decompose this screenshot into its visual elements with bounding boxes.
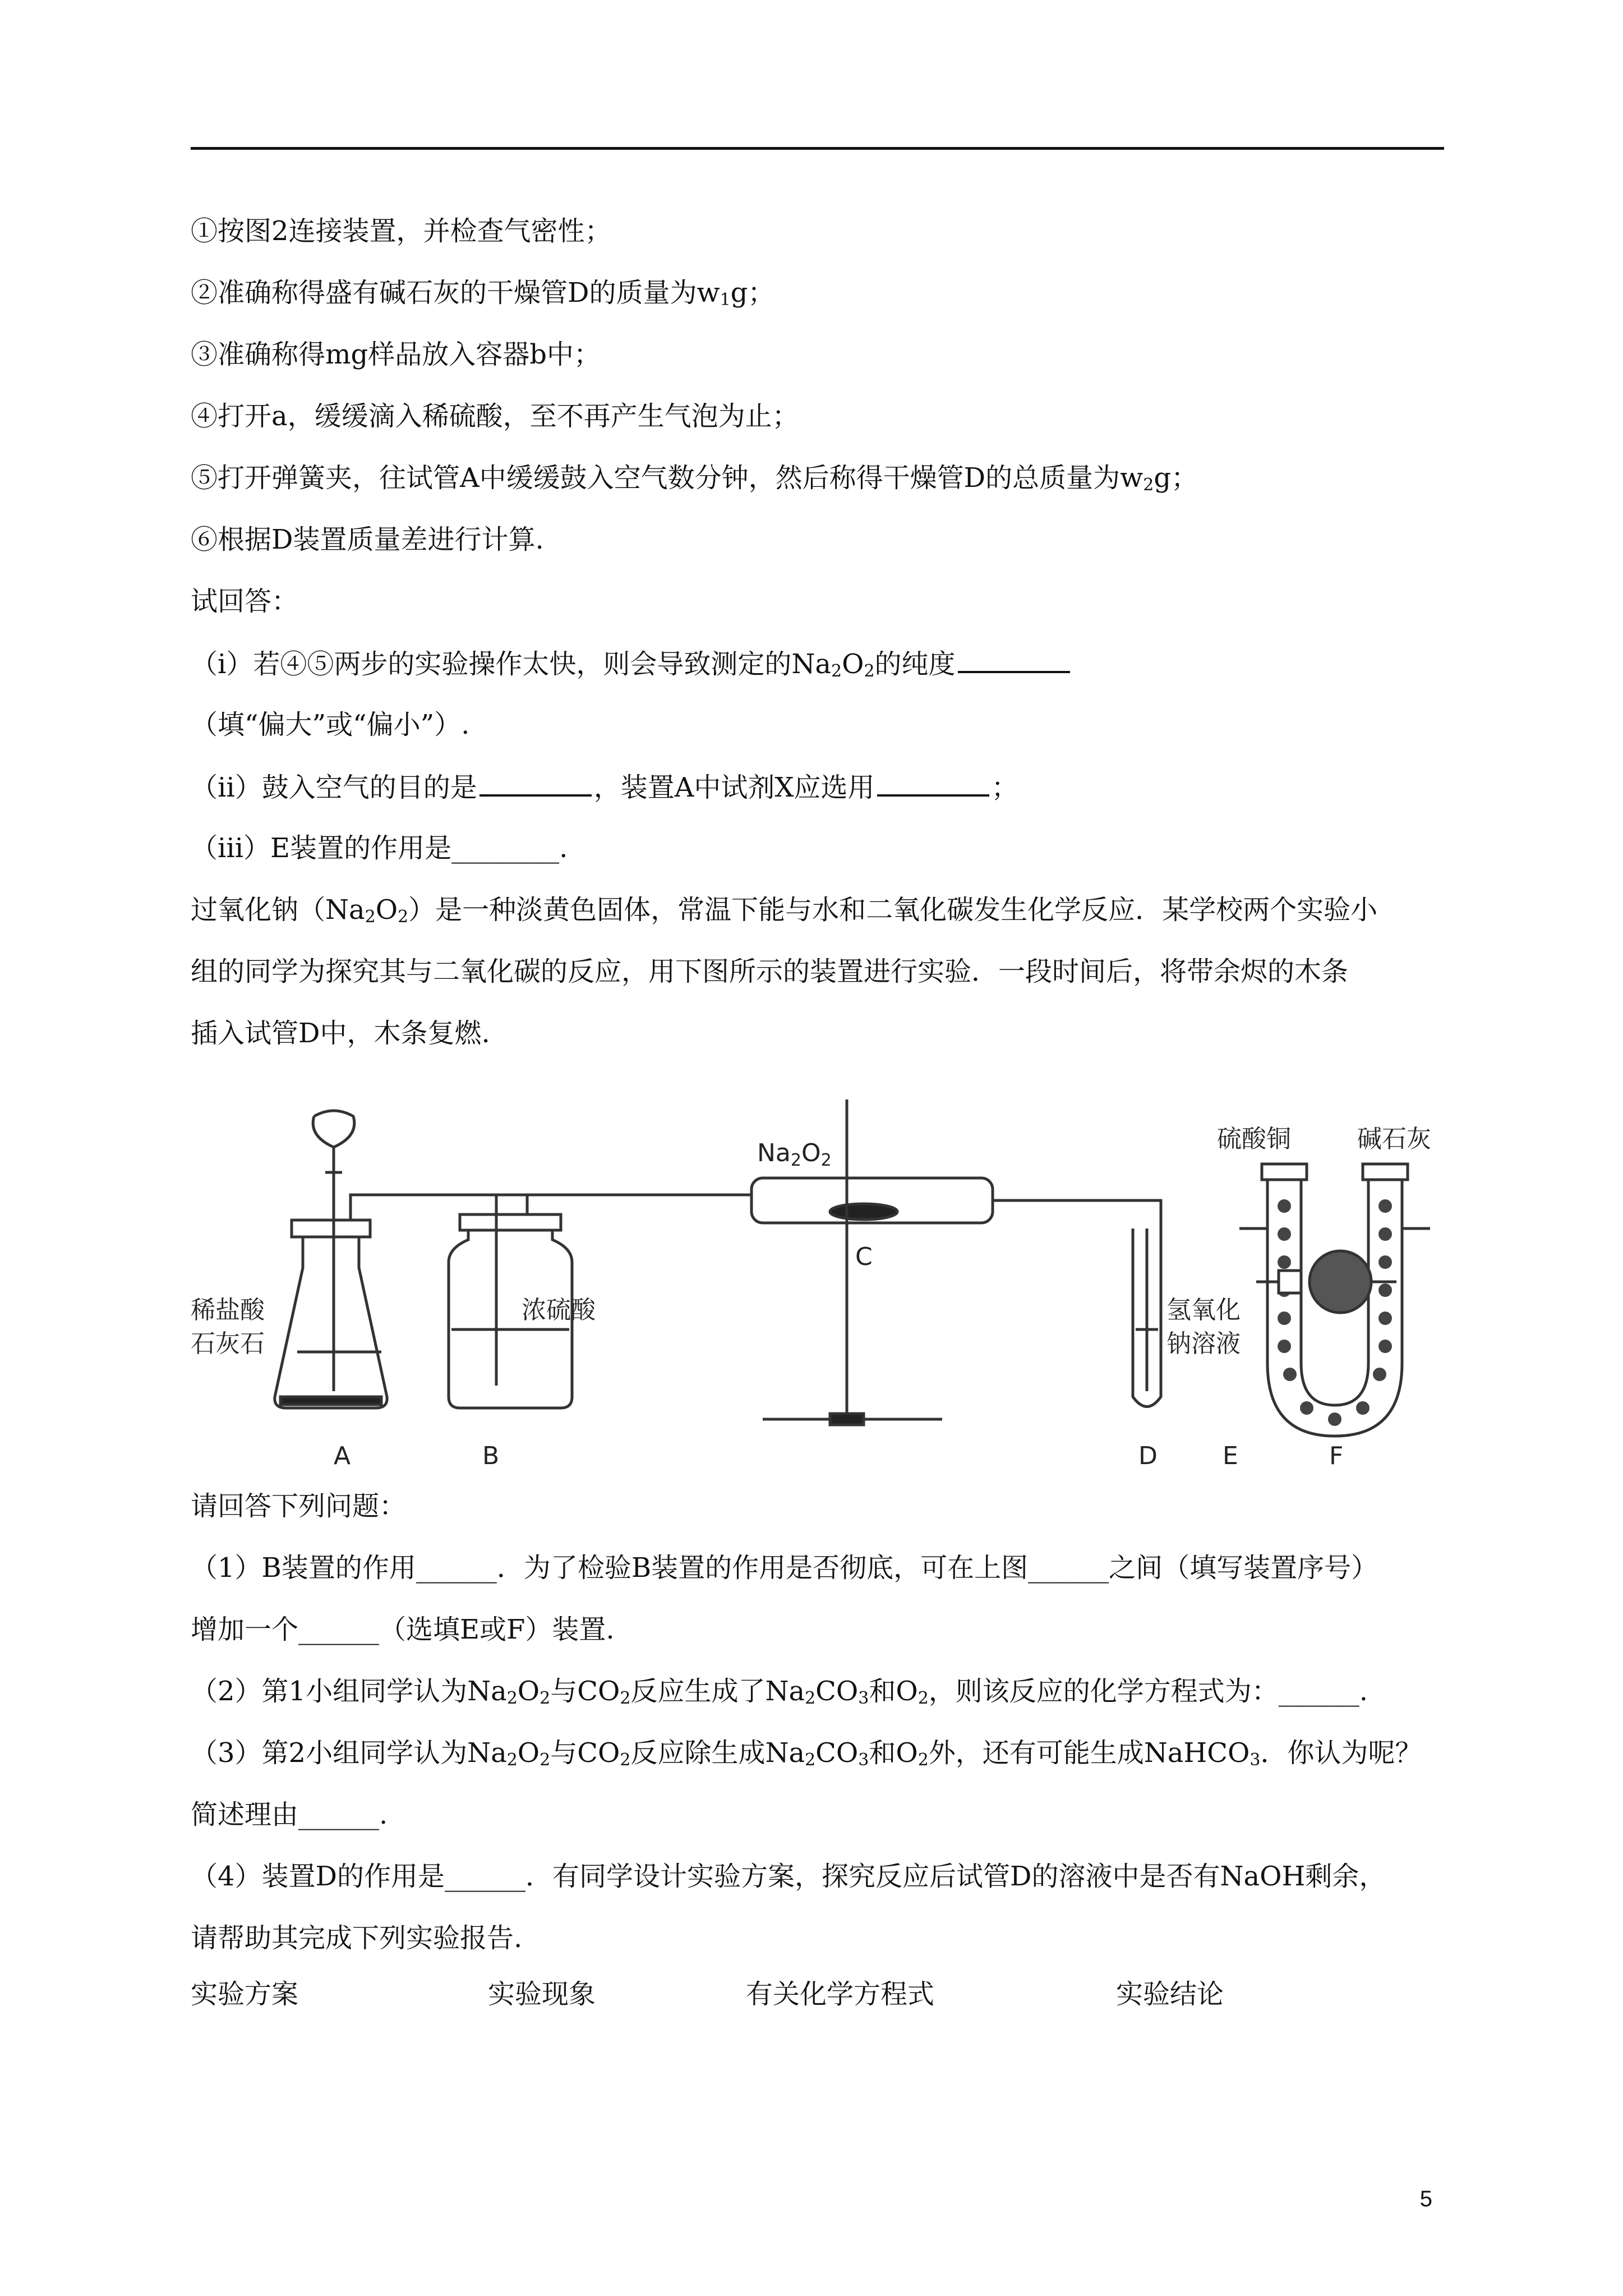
bottle-b	[449, 1195, 751, 1408]
svg-text:B: B	[482, 1442, 500, 1470]
blank-purity	[958, 646, 1070, 673]
question-4-line-1: （4）装置D的作用是______．有同学设计实验方案，探究反应后试管D的溶液中是否有NaOH剩余，	[191, 1861, 1386, 1892]
question-i: （i）若④⑤两步的实验操作太快，则会导致测定的$Na_2O_2$的纯度	[191, 646, 1072, 688]
answer-label: 试回答：	[191, 586, 299, 617]
step-2: ②准确称得盛有碱石灰的干燥管D的质量为$w_1g$；	[191, 277, 775, 310]
question-1-line-1: （1）B装置的作用______．为了检验B装置的作用是否彻底，可在上图______之间（填写装置序号）	[191, 1552, 1378, 1584]
col-equation: 有关化学方程式	[746, 1978, 935, 2010]
svg-text:A: A	[334, 1442, 351, 1470]
svg-text:D: D	[1138, 1442, 1158, 1470]
step-4: ④打开a，缓缓滴入稀硫酸，至不再产生气泡为止；	[191, 401, 799, 432]
blank-air-purpose	[479, 770, 592, 797]
apparatus-figure	[191, 1094, 1436, 1475]
question-iii: （iii）E装置的作用是________.	[191, 832, 568, 864]
test-tube-d	[1133, 1228, 1161, 1407]
header-rule	[191, 147, 1444, 150]
svg-text:硫酸铜: 硫酸铜	[1217, 1125, 1291, 1153]
blank-reagent-x	[877, 770, 989, 797]
question-header: 请回答下列问题：	[191, 1490, 407, 1522]
svg-text:浓硫酸: 浓硫酸	[522, 1296, 596, 1324]
question-i-hint: （填“偏大”或“偏小”）.	[191, 709, 470, 740]
col-plan: 实验方案	[191, 1978, 299, 2010]
question-3: （3）第2小组同学认为$Na_2O_2$与$CO_2$反应除生成$Na_2CO_3$和$O_2$外，还有可能生成NaHCO$_3$．你认为呢？	[191, 1737, 1422, 1770]
svg-text:稀盐酸: 稀盐酸	[191, 1296, 265, 1324]
step-3: ③准确称得mg样品放入容器b中；	[191, 339, 601, 370]
intro-line-3: 插入试管D中，木条复燃.	[191, 1018, 490, 1049]
intro-line-2: 组的同学为探究其与二氧化碳的反应，用下图所示的装置进行实验．一段时间后，将带余烬的木条	[191, 956, 1349, 987]
col-conclusion: 实验结论	[1116, 1978, 1224, 2010]
question-1-line-2: 增加一个______（选填E或F）装置.	[191, 1614, 615, 1645]
col-phenomenon: 实验现象	[488, 1978, 596, 2010]
svg-text:E: E	[1223, 1442, 1238, 1470]
svg-text:氢氧化: 氢氧化	[1166, 1296, 1241, 1324]
question-4-line-2: 请帮助其完成下列实验报告.	[191, 1922, 523, 1954]
svg-text:碱石灰: 碱石灰	[1357, 1125, 1431, 1153]
flask-a	[275, 1111, 527, 1408]
svg-text:C: C	[855, 1243, 873, 1271]
question-2: （2）第1小组同学认为$Na_2O_2$与$CO_2$反应生成了$Na_2CO_3$和$O_2$，则该反应的化学方程式为：______.	[191, 1676, 1368, 1708]
svg-text:石灰石: 石灰石	[191, 1329, 265, 1358]
step-6: ⑥根据D装置质量差进行计算.	[191, 524, 544, 555]
step-1: ①按图2连接装置，并检查气密性；	[191, 215, 612, 247]
page-number: 5	[1419, 2187, 1432, 2211]
svg-text:F: F	[1329, 1442, 1344, 1470]
svg-text:Na2O2: Na2O2	[757, 1139, 832, 1170]
svg-text:钠溶液: 钠溶液	[1166, 1329, 1241, 1358]
question-ii: （ii）鼓入空气的目的是 ，装置A中试剂X应选用 ；	[191, 770, 1018, 804]
step-5: ⑤打开弹簧夹，往试管A中缓缓鼓入空气数分钟，然后称得干燥管D的总质量为$w_2g$；	[191, 462, 1198, 495]
question-3-reason: 简述理由______.	[191, 1799, 388, 1830]
intro-line-1: 过氧化钠$(Na_2O_2)$是一种淡黄色固体，常温下能与水和二氧化碳发生化学反应．某学校两个实验小	[191, 894, 1378, 927]
